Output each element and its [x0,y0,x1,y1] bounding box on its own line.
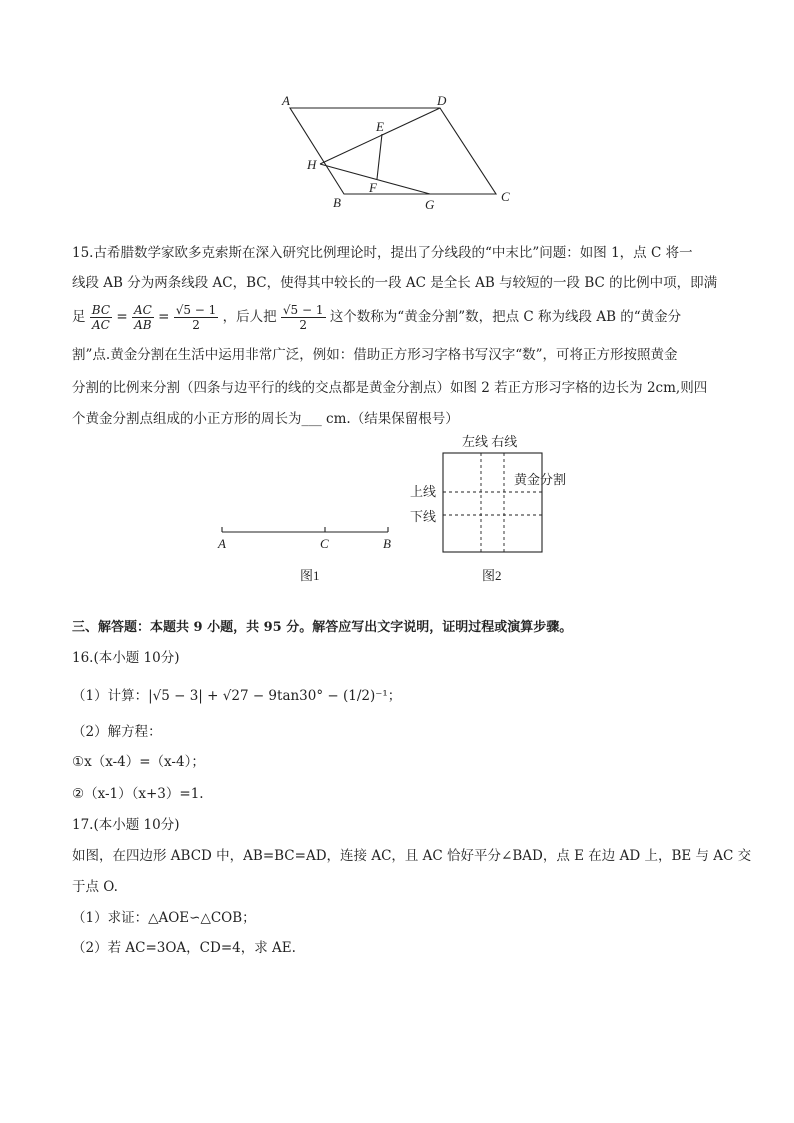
fig1-caption: 图1 [300,568,320,583]
golden-ratio-fraction-2: $\frac{√5 - 1}{2}$ [282,303,324,332]
q15-line2: 线段 AB 分为两条线段 AC，BC，使得其中较长的一段 AC 是全长 AB 与较短的一段 BC 的比例中项，即满 [72,275,718,291]
fig1-label-A: A [218,536,226,551]
label-H: H [307,157,317,172]
q17-line1: 如图，在四边形 ABCD 中，AB=BC=AD，连接 AC，且 AC 恰好平分∠BAD，点 E 在边 AD 上，BE 与 AC 交 [72,848,752,864]
q17-line2: 于点 O. [72,879,118,895]
q15-line3-pre: 足 [72,309,86,325]
label-F: F [369,180,377,195]
q16-title: 16.(本小题 10分) [72,650,180,666]
fig1-label-B: B [383,536,391,551]
fig2-caption: 图2 [482,568,502,583]
label-A: A [282,93,290,108]
label-C: C [501,189,510,204]
ratio-ac-ab: $\frac{AC}{AB}$ [133,303,152,332]
fig2-golden-label: 黄金分割 [514,472,567,487]
q16-part1: （1）计算：|√5 − 3| + √27 − 9tan30° − (1/2)⁻¹； [72,688,402,704]
q17-part1: （1）求证：△AOE∽△COB； [72,910,256,926]
label-D: D [437,93,447,108]
ratio-bc-ac: $\frac{BC}{AC}$ [91,303,111,332]
eq2: = [158,309,170,325]
eq1: = [116,309,128,325]
q16-eq2: ②（x-1）（x+3）=1. [72,786,204,802]
q17-title: 17.(本小题 10分) [72,817,180,833]
q16-eq1: ①x（x-4）=（x-4）； [72,754,205,770]
fig1-label-C: C [320,536,329,551]
parallelogram-figure [270,90,520,215]
fig2-left-right-label: 左线 右线 [462,434,518,449]
q15-line5: 分割的比例来分割（四条与边平行的线的交点都是黄金分割点）如图 2 若正方形习字格的边长为 2cm,则四 [72,380,708,396]
q15-line4: 割”点.黄金分割在生活中运用非常广泛，例如：借助正方形习字格书写汉字“数”，可将正方形按照黄金 [72,347,678,363]
q15-line6: 个黄金分割点组成的小正方形的周长为___ cm.（结果保留根号） [72,411,459,427]
fig2-upper-label: 上线 [410,484,437,499]
fig2-lower-label: 下线 [410,509,437,524]
label-G: G [425,197,435,212]
q15-line3-post: 这个数称为“黄金分割”数，把点 C 称为线段 AB 的“黄金分 [329,309,682,325]
label-E: E [376,119,384,134]
q15-line3 [72,300,681,334]
section-3-heading: 三、解答题：本题共 9 小题，共 95 分。解答应写出文字说明，证明过程或演算步骤。 [72,620,573,635]
q15-line1: 15.古希腊数学家欧多克索斯在深入研究比例理论时，提出了分线段的“中末比”问题：如图 1，点 C 将一 [72,245,693,261]
label-B: B [333,195,341,210]
figure-2-grid [400,430,600,585]
golden-ratio-fraction: $\frac{√5 - 1}{2}$ [175,303,217,332]
figure-1-segment [210,520,410,585]
q17-part2: （2）若 AC=3OA，CD=4，求 AE. [72,940,296,956]
q15-line3-mid: ，后人把 [222,309,277,325]
q16-part2: （2）解方程： [72,724,162,740]
